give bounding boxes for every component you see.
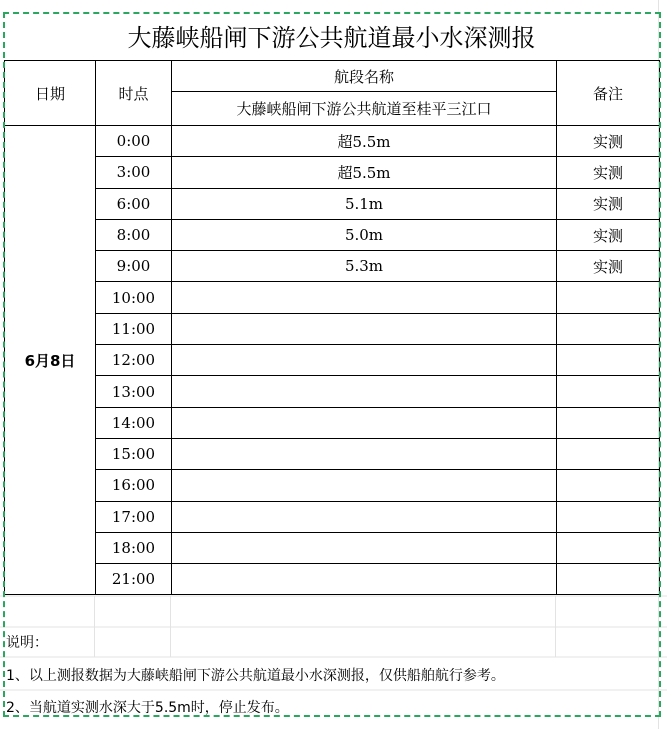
table-row [5,564,660,595]
table-row [5,345,660,376]
depth-cell [172,564,557,595]
depth-cell [172,376,557,407]
remark-cell [557,376,660,407]
remark-cell: 实测 [557,188,660,219]
depth-cell [172,313,557,344]
table-row [5,532,660,563]
depth-cell [172,438,557,469]
table-row [5,188,660,219]
notes-line-1: 1、以上测报数据为大藤峡船闸下游公共航道最小水深测报，仅供船舶航行参考。 [6,668,505,684]
header-remark: 备注 [557,61,660,126]
depth-cell: 5.1m [172,188,557,219]
header-time: 时点 [96,61,172,126]
table-row [5,313,660,344]
time-cell: 3:00 [96,157,172,188]
header-section-value: 大藤峡船闸下游公共航道至桂平三江口 [172,92,557,126]
time-cell: 12:00 [96,345,172,376]
remark-cell [557,313,660,344]
time-cell: 16:00 [96,470,172,501]
remark-cell: 实测 [557,219,660,250]
time-cell: 13:00 [96,376,172,407]
table-row [5,126,660,157]
depth-cell [172,407,557,438]
remark-cell [557,470,660,501]
remark-cell: 实测 [557,126,660,157]
time-cell: 9:00 [96,251,172,282]
time-cell: 11:00 [96,313,172,344]
table-row [5,376,660,407]
notes-heading: 说明： [6,635,48,651]
remark-cell: 实测 [557,251,660,282]
table-row [5,407,660,438]
table-row [5,282,660,313]
time-cell: 15:00 [96,438,172,469]
depth-cell [172,282,557,313]
depth-cell [172,470,557,501]
depth-cell: 5.3m [172,251,557,282]
report-title: 大藤峡船闸下游公共航道最小水深测报 [127,24,536,52]
time-cell: 17:00 [96,501,172,532]
time-cell: 10:00 [96,282,172,313]
time-cell: 14:00 [96,407,172,438]
depth-cell: 5.0m [172,219,557,250]
remark-cell: 实测 [557,157,660,188]
header-date: 日期 [5,61,96,126]
remark-cell [557,532,660,563]
time-cell: 18:00 [96,532,172,563]
time-cell: 6:00 [96,188,172,219]
table-row [5,470,660,501]
remark-cell [557,438,660,469]
depth-cell [172,345,557,376]
table-row [5,501,660,532]
time-cell: 8:00 [96,219,172,250]
table-row [5,157,660,188]
header-section-name: 航段名称 [172,61,557,92]
depth-cell: 超5.5m [172,157,557,188]
remark-cell [557,345,660,376]
table-row [5,251,660,282]
table-row [5,438,660,469]
time-cell: 21:00 [96,564,172,595]
depth-cell: 超5.5m [172,126,557,157]
depth-cell [172,532,557,563]
notes-line-2: 2、当航道实测水深大于5.5m时，停止发布。 [6,700,289,716]
remark-cell [557,282,660,313]
table-row [5,219,660,250]
water-depth-table [4,60,660,595]
remark-cell [557,501,660,532]
time-cell: 0:00 [96,126,172,157]
depth-cell [172,501,557,532]
remark-cell [557,564,660,595]
date-cell: 6月8日 [5,126,96,595]
remark-cell [557,407,660,438]
